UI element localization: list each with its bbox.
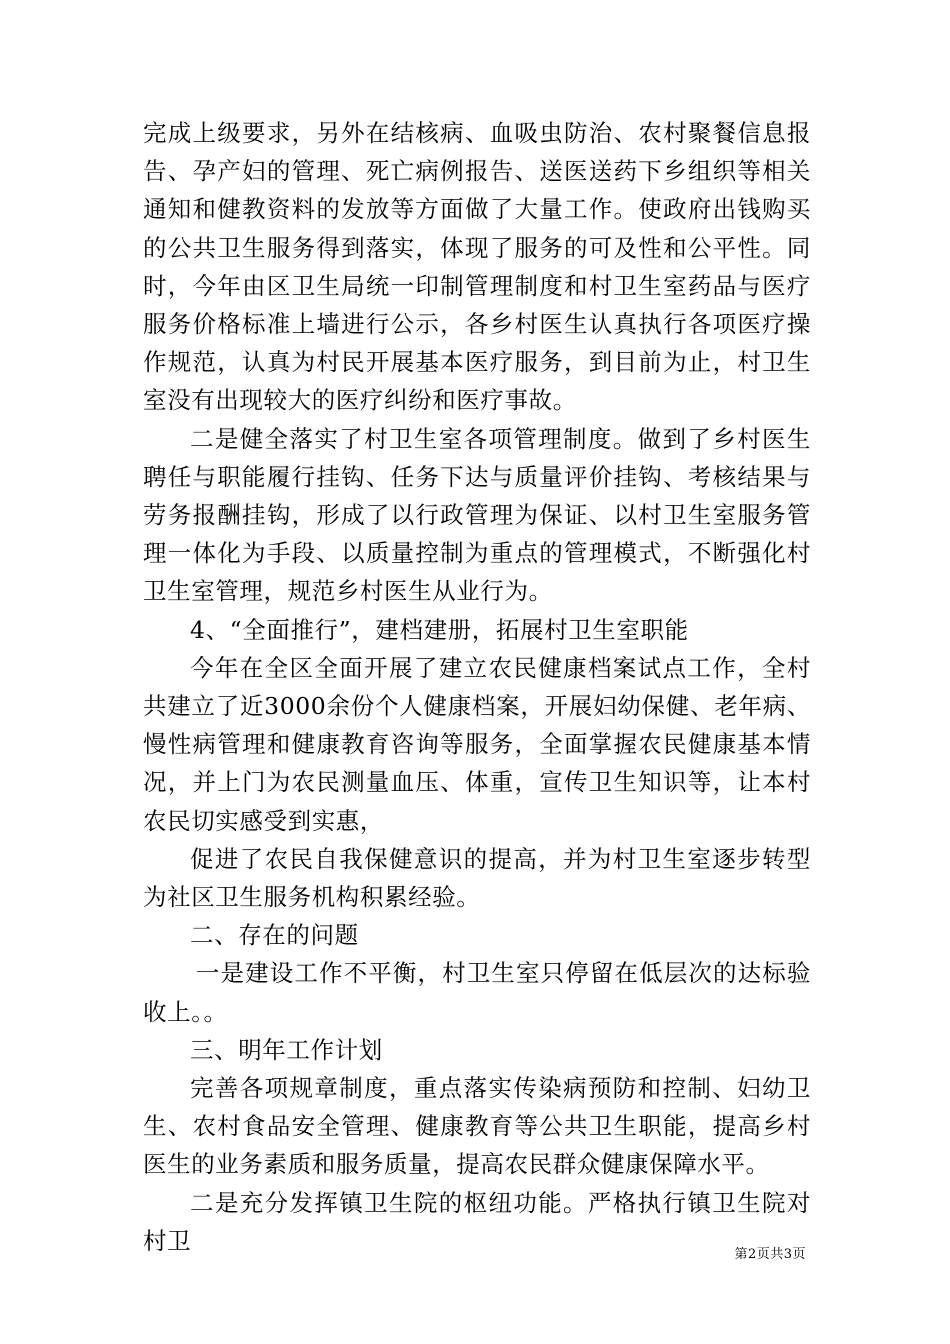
paragraph-self-care: 促进了农民自我保健意识的提高，并为村卫生室逐步转型为社区卫生服务机构积累经验。: [143, 844, 811, 912]
document-body: [143, 114, 811, 1260]
paragraph-problem-one: 一是建设工作不平衡，村卫生室只停留在低层次的达标验收上。。: [143, 959, 811, 1026]
paragraph-management-system: 二是健全落实了村卫生室各项管理制度。做到了乡村医生聘任与职能履行挂钩、任务下达与质量评价挂钩、考核结果与劳务报酬挂钩，形成了以行政管理为保证、以村卫生室服务管理一体化为手段、以质量控制为重点的管理模式，不断强化村卫生室管理，规范乡村医生从业行为。: [143, 424, 811, 606]
section-heading-problems: 二、存在的问题: [190, 921, 359, 950]
paragraph-plan-hub: 二是充分发挥镇卫生院的枢纽功能。严格执行镇卫生院对村卫: [143, 1188, 811, 1255]
paragraph-plan-rules: 完善各项规章制度，重点落实传染病预防和控制、妇幼卫生、农村食品安全管理、健康教育等公共卫生职能，提高乡村医生的业务素质和服务质量，提高农民群众健康保障水平。: [143, 1074, 811, 1179]
page-number: 第2页共3页: [734, 1247, 806, 1262]
paragraph-health-records: 今年在全区全面开展了建立农民健康档案试点工作，全村共建立了近3000余份个人健康档案，开展妇幼保健、老年病、慢性病管理和健康教育咨询等服务，全面掌握农民健康基本情况，并上门为农民测量血压、体重，宣传卫生知识等，让本村农民切实感受到实惠，: [143, 653, 811, 835]
section-heading-plan: 三、明年工作计划: [190, 1035, 383, 1064]
section-heading-4: 4、“全面推行”，建档建册，拓展村卫生室职能: [190, 615, 689, 644]
paragraph-continuation: 完成上级要求，另外在结核病、血吸虫防治、农村聚餐信息报告、孕产妇的管理、死亡病例报告、送医送药下乡组织等相关通知和健教资料的发放等方面做了大量工作。使政府出钱购买的公共卫生服务得到落实，体现了服务的可及性和公平性。同时，今年由区卫生局统一印制管理制度和村卫生室药品与医疗服务价格标准上墙进行公示，各乡村医生认真执行各项医疗操作规范，认真为村民开展基本医疗服务，到目前为止，村卫生室没有出现较大的医疗纠纷和医疗事故。: [143, 119, 811, 415]
